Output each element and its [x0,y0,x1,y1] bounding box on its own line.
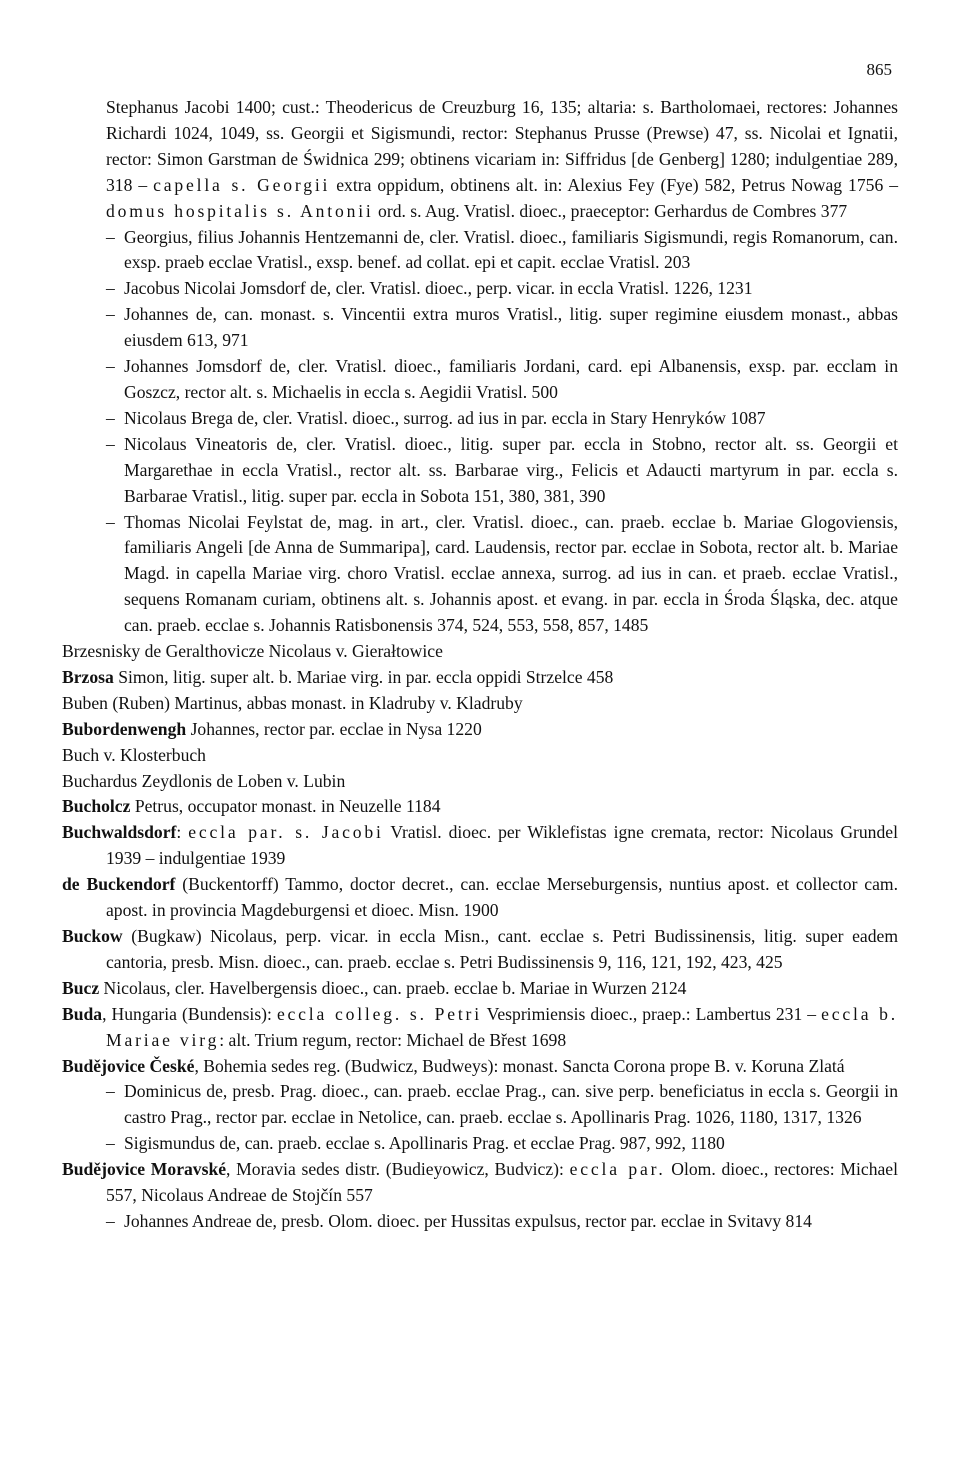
sub-entry-text: Johannes Jomsdorf de, cler. Vratisl. dioec., familiaris Jordani, card. epi Albanensis, exsp. par. ecclam in Goszcz, rector alt. s. Michaelis in eccla s. Aegidii Vratisl. 500 [124,356,898,402]
headword: Bucholcz [62,796,131,817]
entry [62,820,898,872]
entry [62,691,898,717]
sub-entry [62,225,898,277]
entry-text: Buben (Ruben) Martinus, abbas monast. in Kladruby v. Kladruby [62,692,523,713]
entry-text: Olom. dioec., rectores: Michael 557, Nicolaus Andreae de Stojčín 557 [106,1159,898,1206]
entry-text: Buch v. Klosterbuch [62,744,206,765]
sub-entry-text: Johannes de, can. monast. s. Vincentii extra muros Vratisl., litig. super regimine eiusdem monast., abbas eiusdem 613, 971 [124,304,898,351]
entry-text: ord. s. Aug. Vratisl. dioec., praeceptor: Gerhardus de Combres 377 [373,200,848,221]
sub-entry-text: Nicolaus Vineatoris de, cler. Vratisl. dioec., litig. super par. eccla in Stobno, rector alt. ss. Georgii et Margarethae in eccla Vratisl., rector alt. ss. Barbarae virg., Felicis et Adaucti martyrum in par. eccla s. Barbarae Vratisl., litig. super par. eccla in Sobota 151, 380, 381, 390 [124,433,898,506]
sub-entry [62,276,898,302]
sub-entry-text: Thomas Nicolai Feylstat de, mag. in art., cler. Vratisl. dioec., can. praeb. ecclae b. Mariae Glogoviensis, familiaris Angeli [de Anna de Summaripa], card. Laudensis, rector par. ecclae in Sobota, rector alt. b. Mariae Magd. in capella Mariae virg. choro Vratisl. ecclae annexa, surrog. ad ius in can. et praeb. ecclae Vratisl., sequens Romanam curiam, obtinens alt. s. Johannis apost. et evang. in par. eccla in Środa Śląska, dec. atque can. praeb. ecclae s. Johannis Ratisbonensis 374, 524, 553, 558, 857, 1485 [124,511,898,636]
sub-entry [62,1131,898,1157]
sub-entry-dash: – [106,1210,115,1231]
entry [62,1054,898,1080]
entry [62,717,898,743]
headword: Buchwaldsdorf [62,822,177,843]
sub-entry [62,510,898,640]
spaced-term: eccla par. [569,1159,666,1180]
entry [62,1157,898,1209]
headword: Bucz [62,977,100,998]
entry [62,769,898,795]
page-number: 865 [866,60,892,79]
entry-text: Nicolaus, cler. Havelbergensis dioec., can. praeb. ecclae b. Mariae in Wurzen 2124 [99,977,687,998]
headword: Brzosa [62,666,114,687]
sub-entry-dash: – [106,433,115,454]
entry-text: extra oppidum, obtinens alt. in: Alexius Fey (Fye) 582, Petrus Nowag 1756 – [330,174,899,195]
sub-entry-text: Sigismundus de, can. praeb. ecclae s. Apollinaris Prag. et ecclae Prag. 987, 992, 1180 [124,1133,725,1154]
entry [62,639,898,665]
page-content [62,95,898,1235]
entry-text: , Hungaria (Bundensis): [102,1003,277,1024]
entry-text: , Bohemia sedes reg. (Budwicz, Budweys): monast. Sancta Corona prope B. v. Koruna Zlatá [194,1055,845,1076]
sub-entry-text: Nicolaus Brega de, cler. Vratisl. dioec., surrog. ad ius in par. eccla in Stary Henryków 1087 [124,407,766,428]
sub-entry-text: Johannes Andreae de, presb. Olom. dioec. per Hussitas expulsus, rector par. ecclae in Svitavy 814 [124,1210,812,1231]
sub-entry-text: Jacobus Nicolai Jomsdorf de, cler. Vratisl. dioec., perp. vicar. in eccla Vratisl. 1226, 1231 [124,278,753,299]
sub-entry-text: Dominicus de, presb. Prag. dioec., can. praeb. ecclae Prag., can. sive perp. beneficiatus in eccla s. Georgii in castro Prag., rector par. ecclae in Netolice, can. praeb. ecclae s. Apollinaris Prag. 1026, 1180, 1317, 1326 [124,1081,898,1128]
sub-entry-dash: – [106,226,115,247]
headword: Buckow [62,926,123,946]
sub-entry [62,302,898,354]
entry-text: (Bugkaw) Nicolaus, perp. vicar. in eccla Misn., cant. ecclae s. Petri Budissinensis, litig. super eadem cantoria, presb. Misn. dioec., can. praeb. ecclae s. Petri Budissinensis 9, 116, 121, 192, 423, 425 [106,926,898,972]
entry-text: : alt. Trium regum, rector: Michael de Břest 1698 [219,1029,567,1050]
entry-text: Johannes, rector par. ecclae in Nysa 1220 [186,718,482,739]
entry-text: Vesprimiensis dioec., praep.: Lambertus 231 – [481,1003,822,1024]
entry [62,1002,898,1054]
entry-text: , Moravia sedes distr. (Budieyowicz, Budvicz): [226,1159,570,1180]
sub-entry-dash: – [106,407,115,428]
sub-entry-dash: – [106,356,115,377]
entry-text: Buchardus Zeydlonis de Loben v. Lubin [62,770,346,791]
sub-entry [62,1079,898,1131]
entry [62,872,898,924]
entry-text: Petrus, occupator monast. in Neuzelle 1184 [130,796,441,817]
headword: Bubordenwengh [62,718,187,739]
entry [62,976,898,1002]
headword: Budějovice České [62,1055,195,1076]
entry-text: Stephanus Jacobi 1400; cust.: Theodericus de Creuzburg 16, 135; altaria: s. Bartholomaei, rectores: Johannes Richardi 1024, 1049, ss. Georgii et Sigismundi, rector: Stephanus Prusse (Prewse) 47, ss. Nicolai et Ignatii, rector: Simon Garstman de Świdnica 299; obtinens vicariam in: Siffridus [de Genberg] 1280; indulgentiae 289, 318 – [106,97,898,195]
headword: Budějovice Moravské [62,1159,227,1180]
sub-entry-dash: – [106,511,115,532]
continuation-subentries [62,225,898,640]
headword: de Buckendorf [62,874,176,895]
spaced-term: capella s. Georgii [153,174,331,195]
sub-entry [62,354,898,406]
entry-list [62,639,898,1235]
entry-text: (Buckentorff) Tammo, doctor decret., can. ecclae Merseburgensis, nuntius apost. et collector cam. apost. in provincia Magdeburgensi et dioec. Misn. 1900 [106,874,898,921]
entry-text: Simon, litig. super alt. b. Mariae virg. in par. eccla oppidi Strzelce 458 [113,666,614,687]
spaced-term: domus hospitalis s. Antonii [106,200,374,221]
entry-text: : [176,822,189,843]
entry-text: Vratisl. dioec. per Wiklefistas igne cremata, rector: Nicolaus Grundel 1939 – indulgentiae 1939 [106,822,898,869]
continuation-paragraph [62,95,898,225]
entry [62,665,898,691]
sub-entry-dash: – [106,278,115,299]
sub-entry [62,1209,898,1235]
spaced-term: eccla par. s. Jacobi [188,822,384,843]
entry [62,924,898,976]
sub-entry-dash: – [106,1133,115,1154]
sub-entry-dash: – [106,1081,115,1102]
sub-entry-text: Georgius, filius Johannis Hentzemanni de, cler. Vratisl. dioec., familiaris Sigismundi, regis Romanorum, can. exsp. praeb ecclae Vratisl., exsp. benef. ad collat. epi et capit. ecclae Vratisl. 203 [124,226,898,273]
sub-entry [62,432,898,510]
entry [62,794,898,820]
entry [62,743,898,769]
entry-text: Brzesnisky de Geralthovicze Nicolaus v. Gierałtowice [62,641,443,662]
sub-entry-dash: – [106,304,115,325]
headword: Buda [62,1003,103,1024]
spaced-term: eccla colleg. s. Petri [276,1003,482,1024]
spaced-term: eccla b. Mariae virg [106,1003,898,1050]
sub-entry [62,406,898,432]
